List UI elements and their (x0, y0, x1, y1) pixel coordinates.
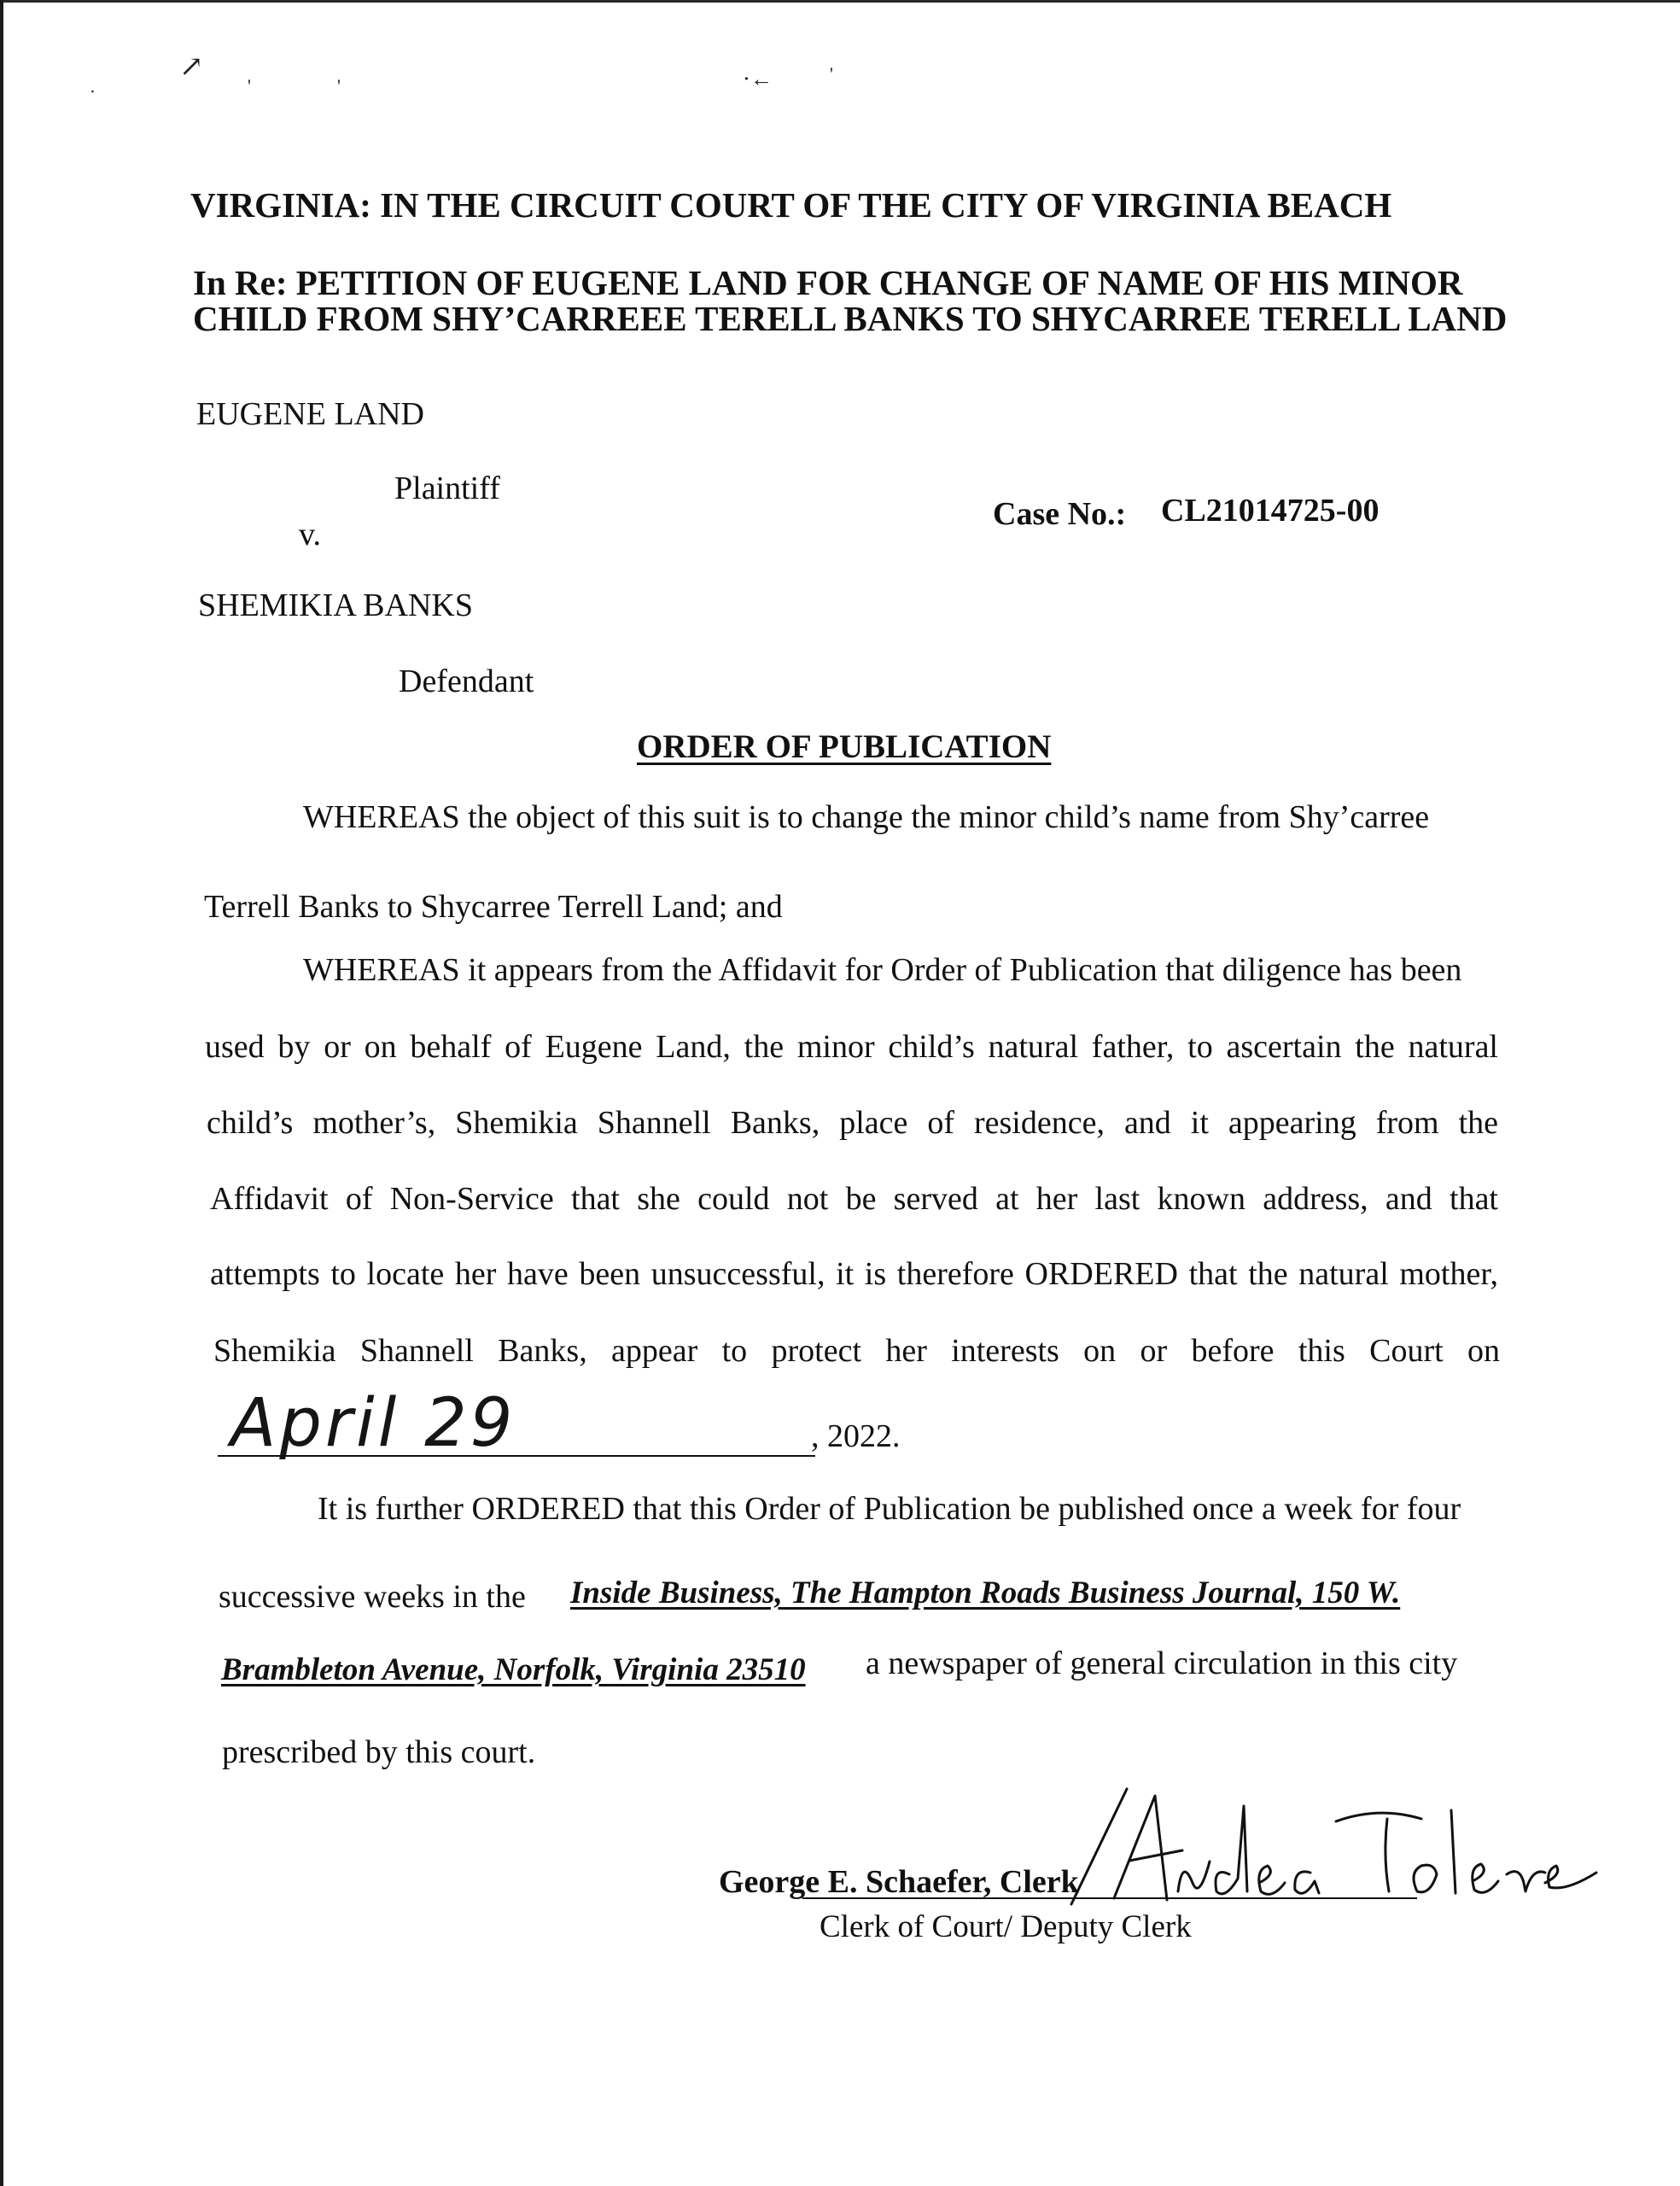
defendant-label: Defendant (399, 663, 534, 699)
clerk-name: George E. Schaefer, Clerk (719, 1864, 1079, 1900)
case-number: CL21014725-00 (1161, 493, 1380, 529)
publication-name: Inside Business, The Hampton Roads Business Journal, 150 W. (570, 1575, 1401, 1610)
order-paragraph-line: Terrell Banks to Shycarree Terrell Land; and (204, 889, 783, 925)
order-paragraph-line: Affidavit of Non-Service that she could not be served at her last known address, and that (210, 1181, 1498, 1217)
plaintiff-label: Plaintiff (394, 471, 500, 506)
further-ordered-line: a newspaper of general circulation in this city (866, 1645, 1458, 1681)
publication-address: Brambleton Avenue, Norfolk, Virginia 23510 (221, 1652, 806, 1687)
versus-label: v. (299, 517, 322, 552)
scan-left-edge (0, 0, 3, 2186)
scan-speck: ⋅ (90, 83, 96, 102)
further-ordered-line: It is further ORDERED that this Order of Publication be published once a week for four (318, 1491, 1461, 1527)
court-heading: VIRGINIA: IN THE CIRCUIT COURT OF THE CITY OF VIRGINIA BEACH (190, 185, 1392, 225)
order-paragraph-line: WHEREAS it appears from the Affidavit for Order of Publication that diligence has been (303, 952, 1462, 988)
scan-speck: ⋅← (743, 67, 773, 91)
defendant-name: SHEMIKIA BANKS (198, 587, 473, 623)
handwritten-signature (1054, 1772, 1601, 1921)
further-ordered-line: prescribed by this court. (222, 1734, 536, 1770)
date-underline (218, 1455, 815, 1457)
in-re-line-1: In Re: PETITION OF EUGENE LAND FOR CHANGE OF NAME OF HIS MINOR (193, 263, 1463, 302)
order-title: ORDER OF PUBLICATION (637, 728, 1052, 765)
order-paragraph-line: Shemikia Shannell Banks, appear to protect her interests on or before this Court on (213, 1333, 1500, 1369)
clerk-role: Clerk of Court/ Deputy Clerk (820, 1909, 1192, 1944)
case-number-label: Case No.: (993, 496, 1127, 532)
order-paragraph-line: used by or on behalf of Eugene Land, the minor child’s natural father, to ascertain the natural (205, 1029, 1498, 1065)
scan-speck: ' (248, 75, 251, 96)
order-paragraph-line: attempts to locate her have been unsuccessful, it is therefore ORDERED that the natural mother, (210, 1256, 1498, 1292)
order-paragraph-line: child’s mother’s, Shemikia Shannell Banks, place of residence, and it appearing from the (207, 1105, 1498, 1141)
further-ordered-line: successive weeks in the (219, 1579, 526, 1615)
in-re-line-2: CHILD FROM SHY’CARREEE TERELL BANKS TO SHYCARREE TERELL LAND (193, 299, 1508, 338)
appearance-year: , 2022. (811, 1418, 901, 1454)
scan-speck: ' (337, 75, 341, 96)
scan-top-edge (0, 0, 1680, 3)
scan-speck: ↗ (179, 51, 204, 83)
handwritten-appearance-date: April 29 (230, 1385, 516, 1462)
scan-speck: ' (830, 63, 833, 85)
order-paragraph-line: WHEREAS the object of this suit is to change the minor child’s name from Shy’carree (303, 799, 1430, 835)
plaintiff-name: EUGENE LAND (196, 396, 425, 432)
